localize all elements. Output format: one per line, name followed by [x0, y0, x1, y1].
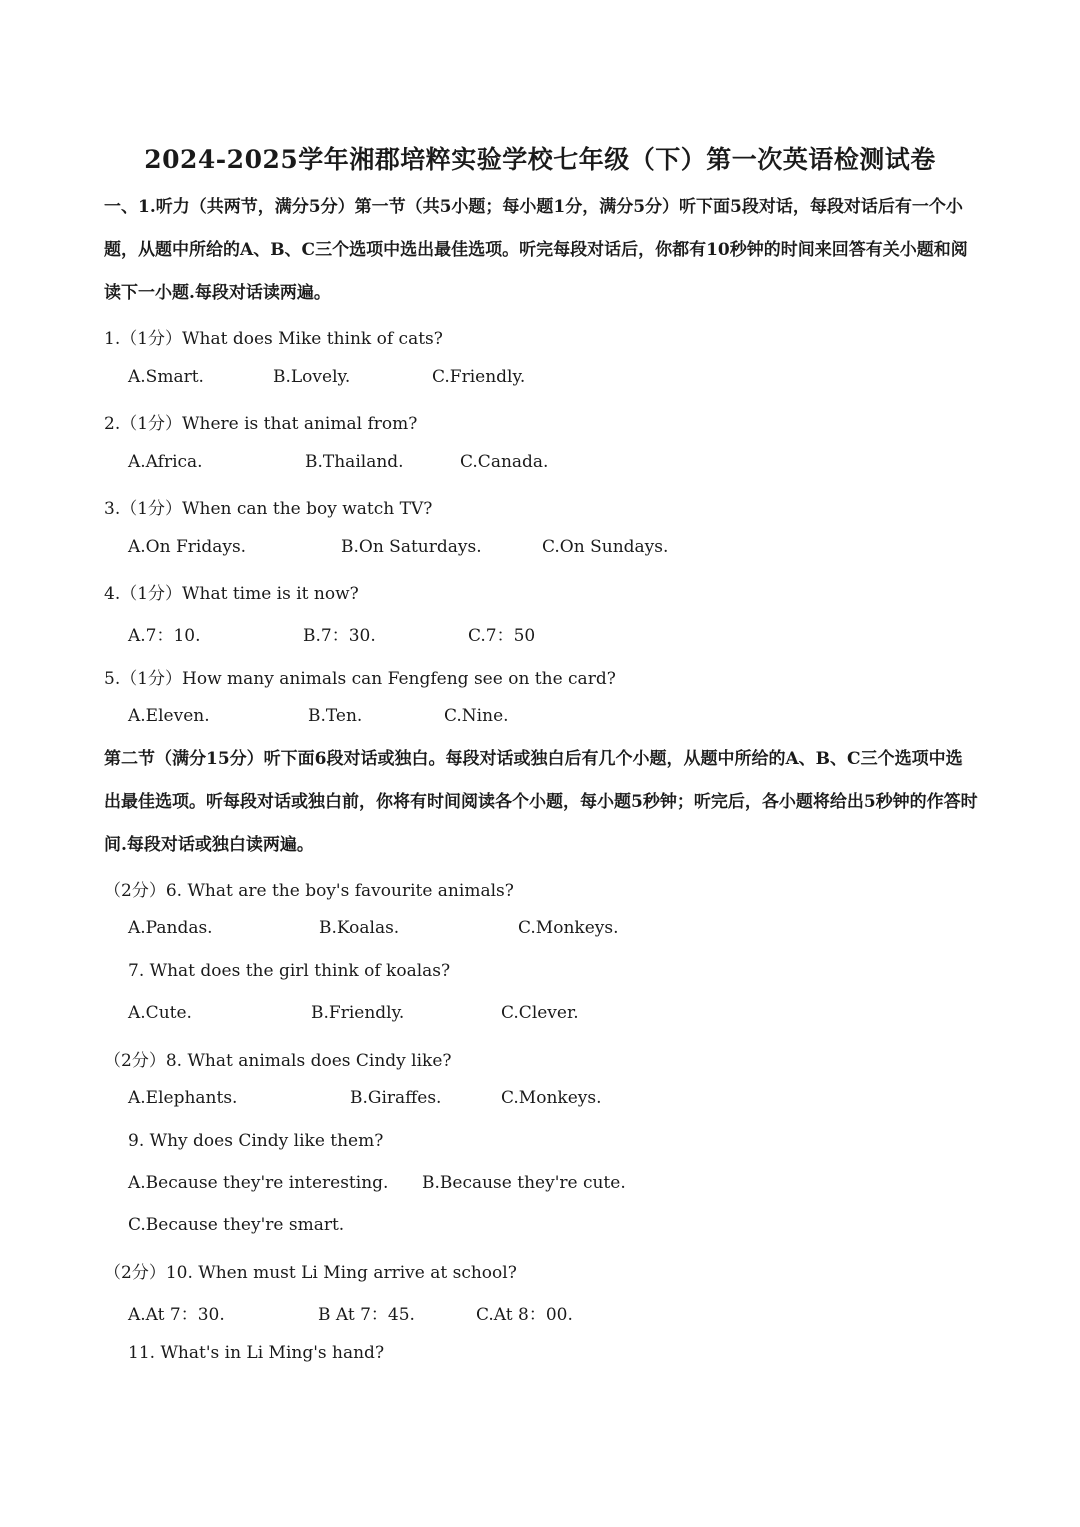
option-1a[interactable]: A.Smart. — [128, 367, 204, 387]
option-1b[interactable]: B.Lovely. — [273, 367, 351, 387]
option-5b[interactable]: B.Ten. — [308, 706, 363, 726]
option-9c[interactable]: C.Because they're smart. — [128, 1215, 345, 1235]
option-2b[interactable]: B.Thailand. — [305, 452, 404, 472]
option-3a[interactable]: A.On Fridays. — [128, 537, 247, 557]
option-10a[interactable]: A.At 7：30. — [128, 1305, 225, 1325]
option-3b[interactable]: B.On Saturdays. — [341, 537, 482, 557]
option-7a[interactable]: A.Cute. — [128, 1003, 192, 1023]
question-10: （2分）10. When must Li Ming arrive at school? — [104, 1263, 517, 1283]
option-6a[interactable]: A.Pandas. — [128, 918, 213, 938]
question-4: 4.（1分）What time is it now? — [104, 584, 359, 604]
option-5a[interactable]: A.Eleven. — [128, 706, 210, 726]
option-9b[interactable]: B.Because they're cute. — [422, 1173, 626, 1193]
option-5c[interactable]: C.Nine. — [444, 706, 509, 726]
option-4b[interactable]: B.7：30. — [303, 626, 376, 646]
question-11: 11. What's in Li Ming's hand? — [128, 1343, 385, 1363]
option-6c[interactable]: C.Monkeys. — [518, 918, 619, 938]
question-7: 7. What does the girl think of koalas? — [128, 961, 451, 981]
page-title: 2024-2025学年湘郡培粹实验学校七年级（下）第一次英语检测试卷 — [144, 145, 936, 174]
option-10b[interactable]: B At 7：45. — [318, 1305, 415, 1325]
question-6: （2分）6. What are the boy's favourite animals? — [104, 881, 514, 901]
question-2: 2.（1分）Where is that animal from? — [104, 414, 418, 434]
section2-instructions: 第二节（满分15分）听下面6段对话或独白。每段对话或独白后有几个小题，从题中所给的A、B、C三个选项中选出最佳选项。听每段对话或独白前，你将有时间阅读各个小题，每小题5秒钟；听完后，各小题将给出5秒钟的作答时间.每段对话或独白读两遍。 — [104, 749, 978, 855]
section1-instructions: 一、1.听力（共两节，满分5分）第一节（共5小题；每小题1分，满分5分）听下面5段对话，每段对话后有一个小题，从题中所给的A、B、C三个选项中选出最佳选项。听完每段对话后，你都有10秒钟的时间来回答有关小题和阅读下一小题.每段对话读两遍。 — [104, 197, 968, 303]
question-5: 5.（1分）How many animals can Fengfeng see on the card? — [104, 669, 616, 689]
option-4c[interactable]: C.7：50 — [468, 626, 536, 646]
option-7c[interactable]: C.Clever. — [501, 1003, 579, 1023]
option-4a[interactable]: A.7：10. — [128, 626, 201, 646]
option-2a[interactable]: A.Africa. — [128, 452, 203, 472]
question-9: 9. Why does Cindy like them? — [128, 1131, 384, 1151]
option-9a[interactable]: A.Because they're interesting. — [128, 1173, 389, 1193]
question-8: （2分）8. What animals does Cindy like? — [104, 1051, 452, 1071]
option-3c[interactable]: C.On Sundays. — [542, 537, 669, 557]
option-8a[interactable]: A.Elephants. — [128, 1088, 238, 1108]
option-8c[interactable]: C.Monkeys. — [501, 1088, 602, 1108]
option-6b[interactable]: B.Koalas. — [319, 918, 400, 938]
question-3: 3.（1分）When can the boy watch TV? — [104, 499, 433, 519]
option-8b[interactable]: B.Giraffes. — [350, 1088, 442, 1108]
option-1c[interactable]: C.Friendly. — [432, 367, 526, 387]
question-1: 1.（1分）What does Mike think of cats? — [104, 329, 443, 349]
option-7b[interactable]: B.Friendly. — [311, 1003, 405, 1023]
option-2c[interactable]: C.Canada. — [460, 452, 549, 472]
option-10c[interactable]: C.At 8：00. — [476, 1305, 573, 1325]
